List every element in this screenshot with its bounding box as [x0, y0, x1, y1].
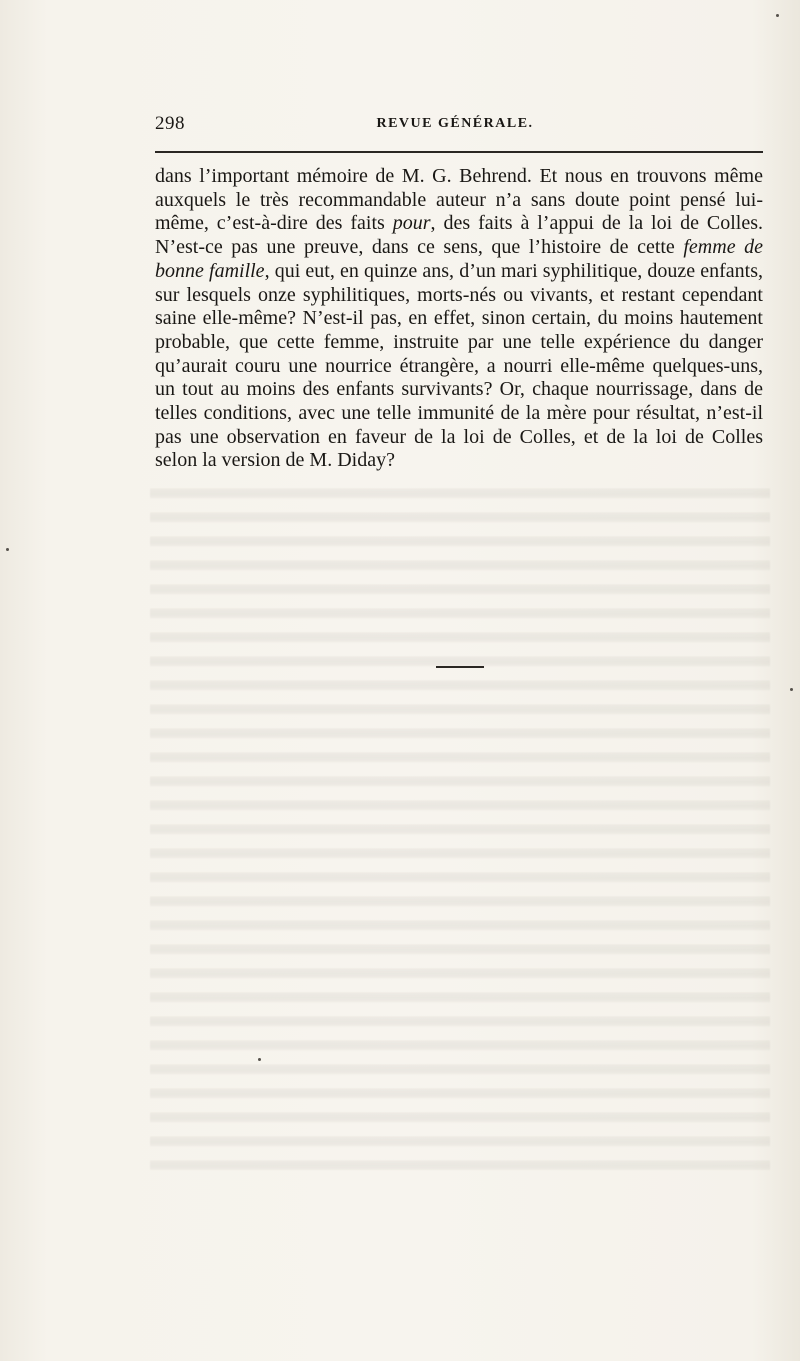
bleed-through-texture: [150, 480, 770, 1170]
body-text-part-3: , qui eut, en quinze ans, d’un mari syphilitique, douze enfants, sur lesquels onze syphilitiques, morts-nés ou vivants, et restant cependant saine elle-même? N’est-il pas, en effet, sinon certain, du moins hautement probable, que cette femme, instruite par une telle expérience du danger qu’aurait couru une nourrice étrangère, a nourri elle-même quelques-uns, un tout au moins des enfants survivants? Or, chaque nourrissage, dans de telles conditions, avec une telle immunité de la mère pour résultat, n’est-il pas une observation en faveur de la loi de Colles, et de la loi de Colles selon la version de M. Diday?: [155, 259, 763, 472]
header-rule: [155, 151, 763, 153]
margin-speck: [6, 548, 9, 551]
body-text-part-1: dans l’important mémoire de M. G. Behrend. Et nous en trouvons même auxquels le très recommandable auteur n’a sans doute point pensé lui-même, c’est-à-dire des faits: [155, 165, 763, 235]
body-text-part-2: , des faits à l’appui de la loi de Colles. N’est-ce pas une preuve, dans ce sens, que l’histoire de cette: [155, 212, 763, 259]
page-header: [155, 113, 755, 141]
italic-pour: pour: [392, 212, 431, 235]
page-number: 298: [155, 113, 185, 134]
running-title: REVUE GÉNÉRALE.: [376, 116, 534, 131]
italic-femme-de-bonne-famille: femme de bonne famille: [155, 236, 764, 282]
margin-speck: [258, 1058, 261, 1061]
margin-speck: [776, 14, 779, 17]
margin-speck: [790, 688, 793, 691]
section-divider: [436, 666, 484, 668]
body-paragraph: [155, 165, 763, 473]
